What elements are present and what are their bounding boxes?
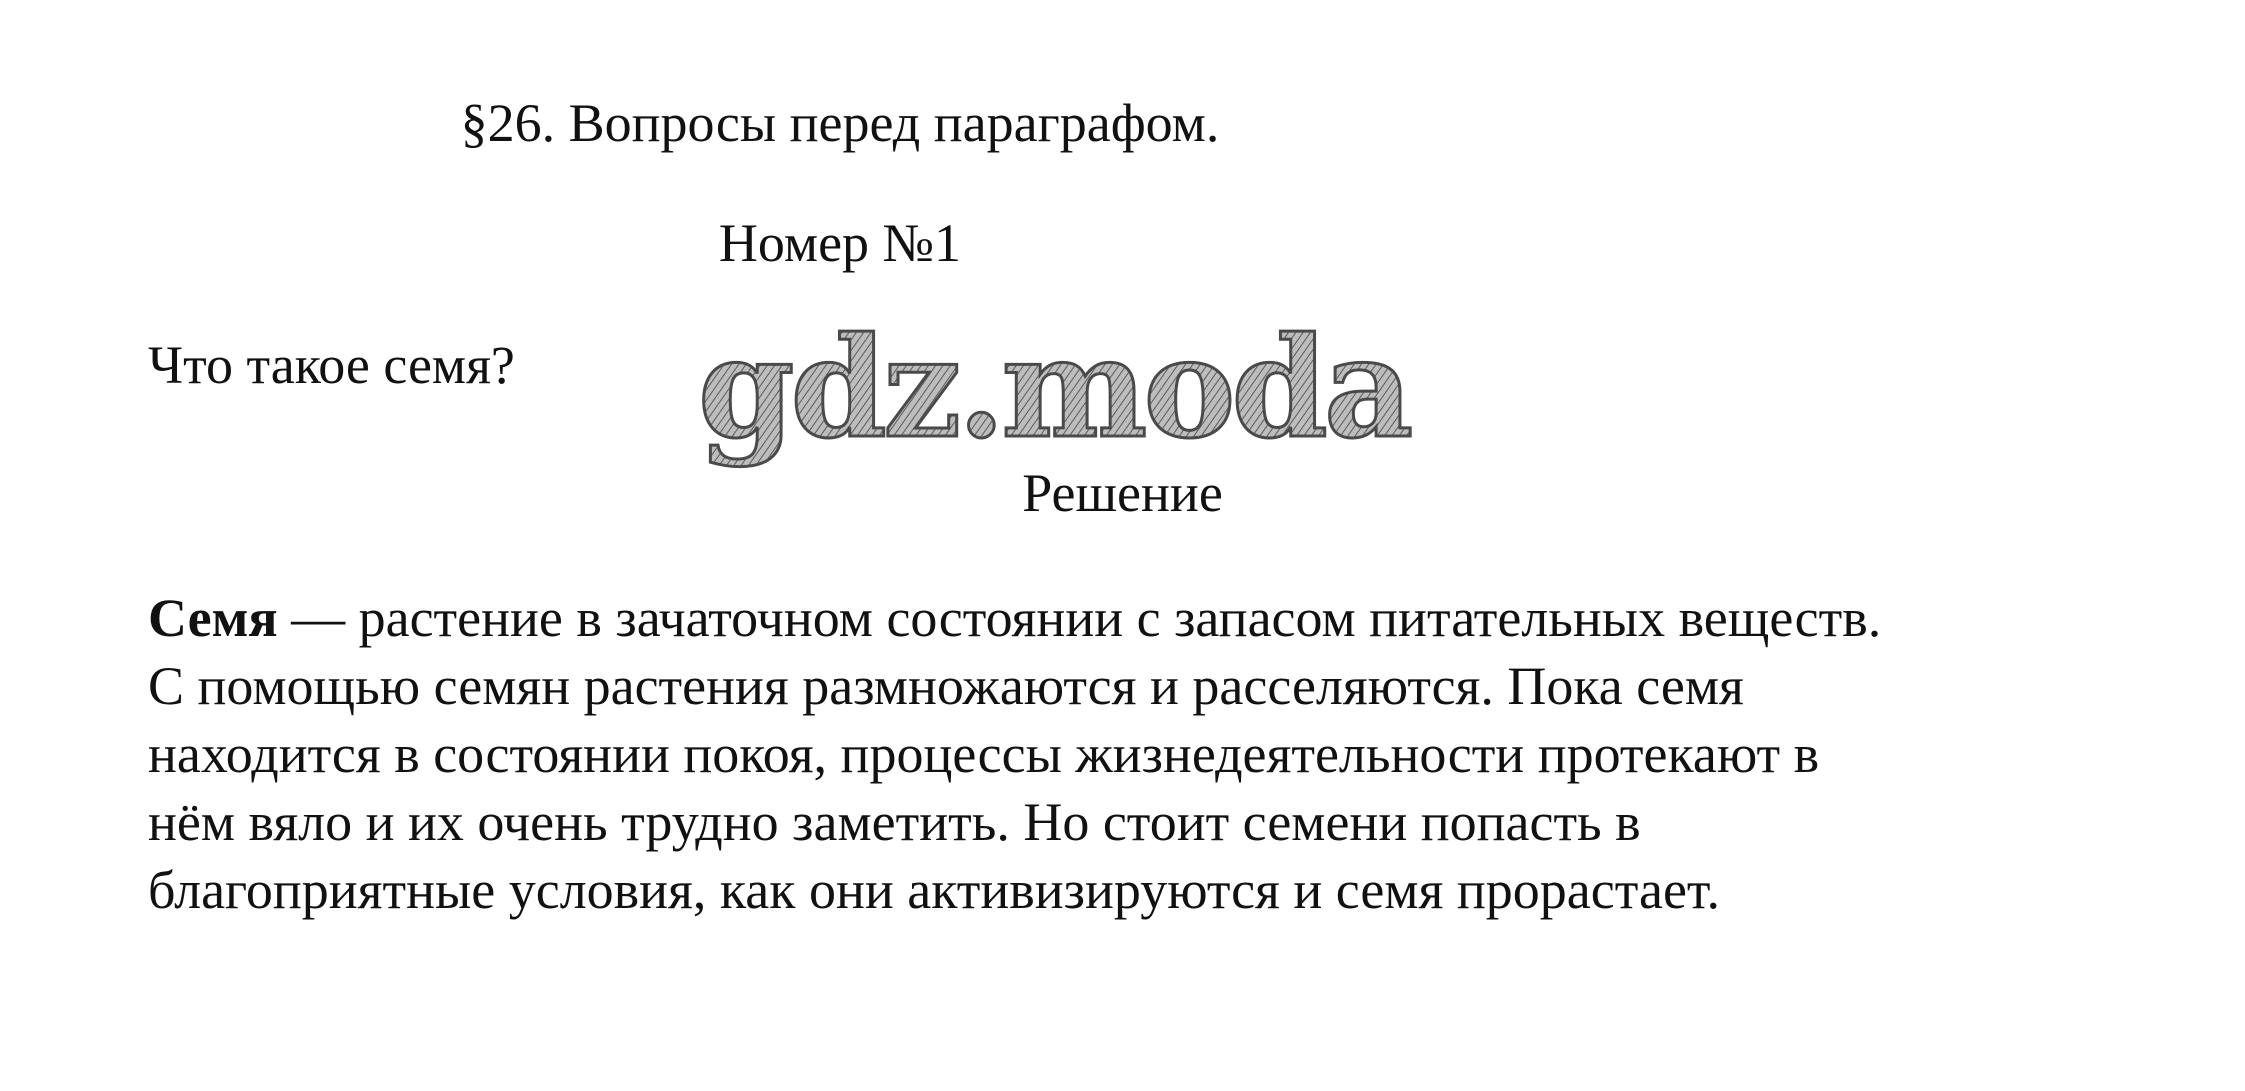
answer-line-4: нём вяло и их очень трудно заметить. Но стоит семени попасть в [148, 792, 1641, 852]
page-title: §26. Вопросы перед параграфом. [460, 93, 1220, 153]
answer-text [148, 584, 2108, 924]
answer-term: Семя [148, 588, 278, 648]
watermark-logo [690, 306, 1410, 478]
answer-line-1 [148, 584, 2108, 652]
answer-line-2: С помощью семян растения размножаются и расселяются. Пока семя [148, 656, 1744, 716]
answer-line-5: благоприятные условия, как они активизируются и семя прорастает. [148, 860, 1720, 920]
watermark-text: gdz.moda [698, 306, 1410, 469]
answer-definition: — растение в зачаточном состоянии с запасом питательных веществ. [277, 588, 1882, 648]
solution-label: Решение [1022, 463, 1223, 523]
question-text: Что такое семя? [148, 335, 515, 395]
answer-line-3: находится в состоянии покоя, процессы жизнедеятельности протекают в [148, 724, 1820, 784]
exercise-number: Номер №1 [718, 213, 962, 273]
